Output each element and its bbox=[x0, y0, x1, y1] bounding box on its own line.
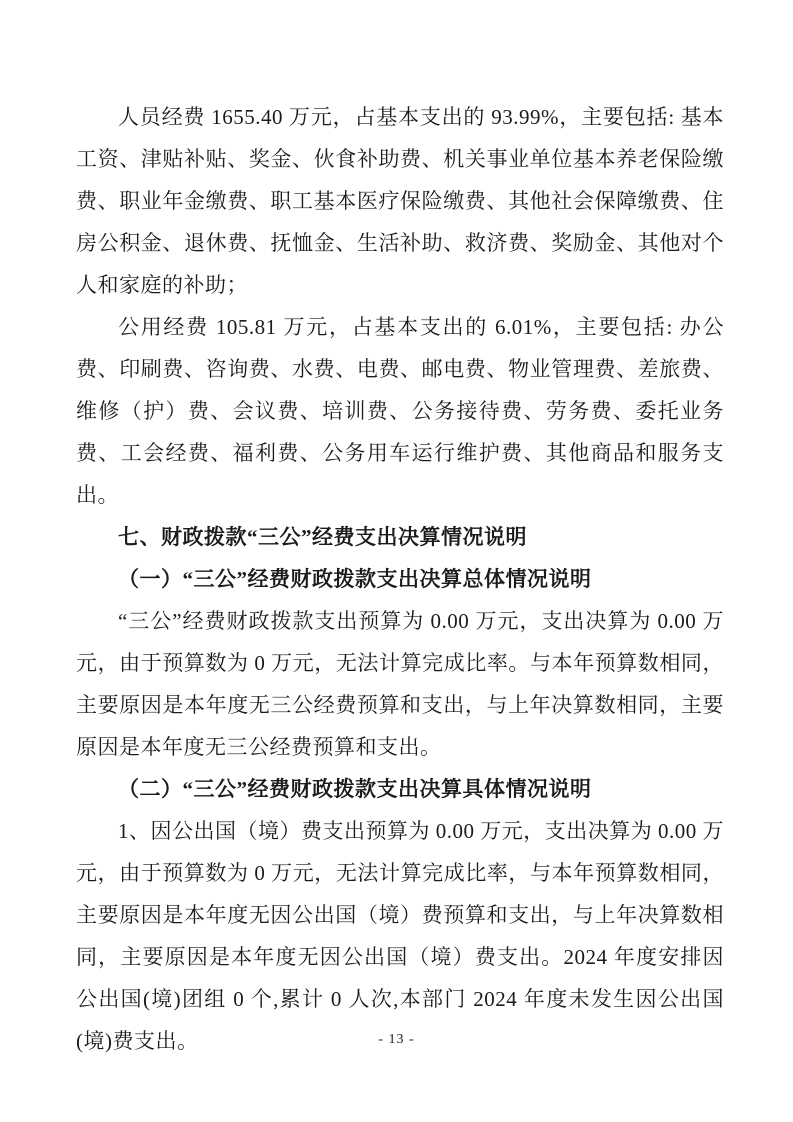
page-number: - 13 - bbox=[378, 1032, 415, 1047]
paragraph-personnel-expense: 人员经费 1655.40 万元，占基本支出的 93.99%，主要包括: 基本工资、津贴补贴、奖金、伙食补助费、机关事业单位基本养老保险缴费、职业年金缴费、职工基本医疗保险缴费、其他社会保障缴费、住房公积金、退休费、抚恤金、生活补助、救济费、奖励金、其他对个人和家庭的补助； bbox=[76, 105, 724, 297]
paragraph-three-public-overall: “三公”经费财政拨款支出预算为 0.00 万元，支出决算为 0.00 万元，由于预算数为 0 万元，无法计算完成比率。与本年预算数相同，主要原因是本年度无三公经费预算和支出，与上年决算数相同，主要原因是本年度无三公经费预算和支出。 bbox=[76, 609, 724, 759]
heading-subsection-one-overall-situation: （一）“三公”经费财政拨款支出决算总体情况说明 bbox=[118, 567, 592, 591]
paragraph-public-expense: 公用经费 105.81 万元，占基本支出的 6.01%，主要包括: 办公费、印刷费、咨询费、水费、电费、邮电费、物业管理费、差旅费、维修（护）费、会议费、培训费、公务接待费、劳务费、委托业务费、工会经费、福利费、公务用车运行维护费、其他商品和服务支出。 bbox=[76, 315, 724, 507]
document-content bbox=[76, 96, 724, 1062]
heading-subsection-two-specific-situation: （二）“三公”经费财政拨款支出决算具体情况说明 bbox=[118, 777, 592, 801]
heading-section-seven-three-public-funds: 七、财政拨款“三公”经费支出决算情况说明 bbox=[118, 525, 527, 549]
paragraph-overseas-trip-expense: 1、因公出国（境）费支出预算为 0.00 万元，支出决算为 0.00 万元，由于预算数为 0 万元，无法计算完成比率，与本年预算数相同，主要原因是本年度无因公出国（境）费预算和支出，与上年决算数相同，主要原因是本年度无因公出国（境）费支出。2024 年度安排因公出国(境)团组 0 个,累计 0 人次,本部门 2024 年度未发生因公出国(境)费支出。 bbox=[76, 819, 724, 1053]
